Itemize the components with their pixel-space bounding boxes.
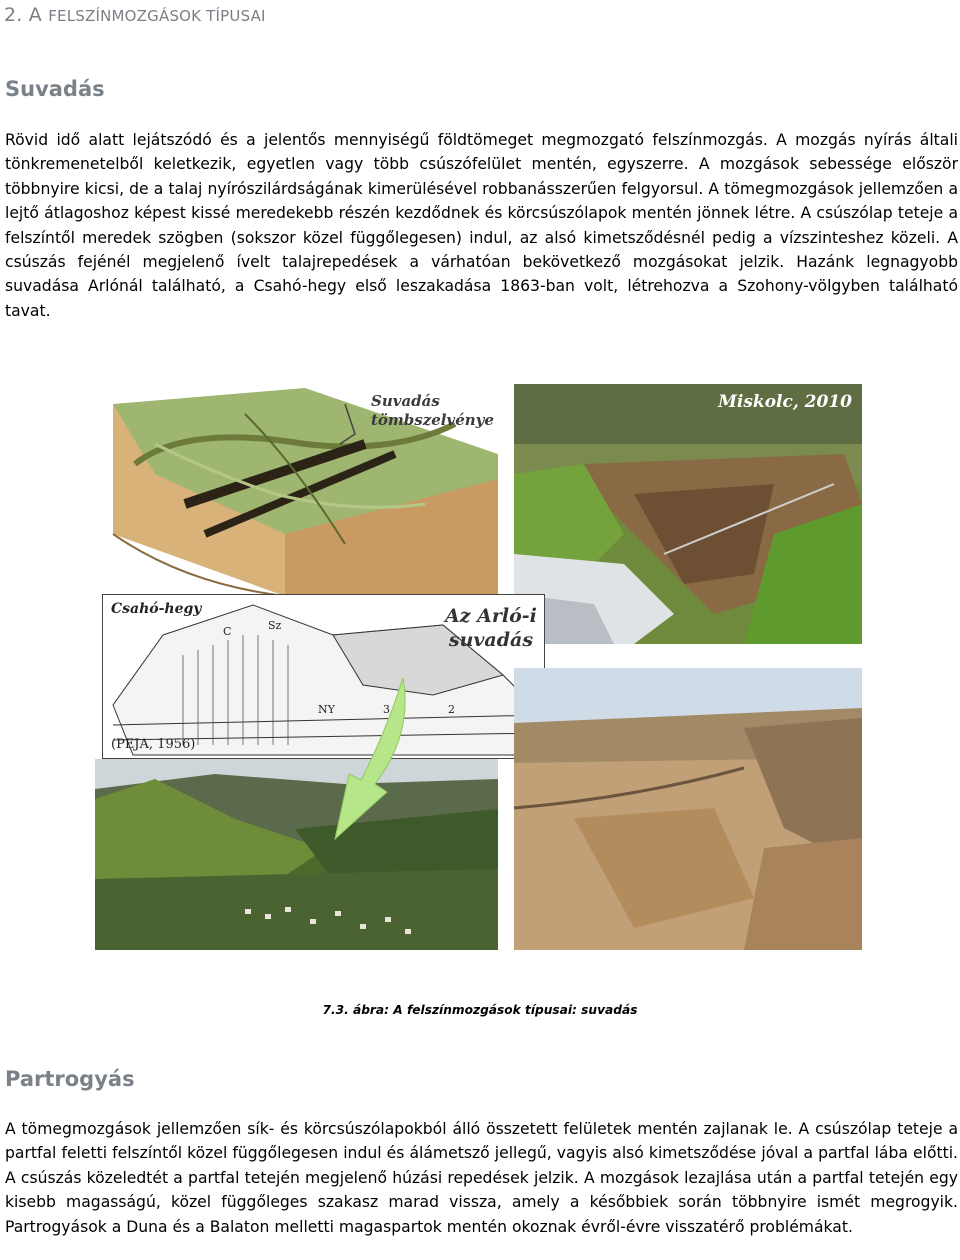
arlo-landscape-image	[95, 759, 498, 950]
arlo-title-line1: Az Arló-i	[445, 605, 537, 627]
terrain-photo	[514, 668, 862, 950]
svg-text:NY: NY	[318, 703, 335, 716]
map-label-mountain: Csahó-hegy	[111, 601, 202, 617]
chapter-number: 2.	[4, 4, 23, 26]
svg-text:2: 2	[448, 703, 455, 716]
section-paragraph-suvadas: Rövid idő alatt lejátszódó és a jelentős mennyiségű földtömeget megmozgató felszínmozgás. A mozgás nyírás általi tönkremenetelből keletkezik, egyetlen vagy több csúszófelület mentén, egyszerre. A mozgások sebessége először többnyire kicsi, de a talaj nyírószilárdságának kimerülésével robbanásszerűen felgyorsul. A tömegmozgások jellemzően a lejtő átlagoshoz képest kissé meredekebb részén kezdődnek és körcsúszólapok mentén jönnek létre. A csúszólap teteje a felszíntől meredek szögben (sokszor közel függőlegesen) indul, az alsó kimetsződésnél pedig a vízszinteshez közeli. A csúszás fejénél megjelenő ívelt talajrepedések a várhatóan bekövetkező mozgásokat jelzik. Hazánk legnagyobb suvadása Arlónál található, a Csahó-hegy első leszakadása 1863-ban volt, létrehozva a Szohony-völgyben található tavat.	[5, 131, 958, 320]
svg-text:3: 3	[383, 703, 390, 716]
block-diagram-title-line2: tömbszelvénye	[371, 411, 494, 429]
section-heading-suvadas: Suvadás	[5, 77, 105, 101]
block-diagram-title-line1: Suvadás	[371, 392, 440, 410]
figure-caption: 7.3. ábra: A felszínmozgások típusai: suvadás	[322, 1003, 638, 1017]
miskolc-photo-image	[514, 384, 862, 644]
svg-text:Sz: Sz	[268, 619, 282, 632]
map-source-label: (PEJA, 1956)	[111, 737, 196, 752]
svg-text:C: C	[223, 625, 232, 638]
chapter-title-first: A	[28, 4, 42, 26]
block-diagram-panel	[95, 384, 498, 596]
figure-suvadas	[95, 384, 862, 950]
chapter-heading	[4, 4, 266, 26]
section-heading-partrogyas: Partrogyás	[5, 1067, 135, 1091]
miskolc-photo-label: Miskolc, 2010	[718, 392, 852, 412]
arlo-title-label	[445, 604, 537, 652]
section-paragraph-partrogyas: A tömegmozgások jellemzően sík- és körcsúszólapokból álló összetett felületek mentén zajlanak le. A csúszólap teteje a partfal feletti felszíntől közel függőlegesen indul és álámetsző jellegű, vagyis alsó kimetsződése jóval a partfal lába előtti. A csúszás közeledtét a partfal tetején megjelenő húzási repedések jelzik. A mozgások lezajlása után a partfal tetején egy kisebb magasságú, közel függőleges szakasz marad vissza, amely a későbbiek során többnyire ismét megrogyik. Partrogyások a Duna és a Balaton melletti magaspartok mentén okoznak évről-évre visszatérő problémákat.	[5, 1120, 958, 1236]
terrain-photo-image	[514, 668, 862, 950]
chapter-title-rest: FELSZÍNMOZGÁSOK TÍPUSAI	[48, 7, 266, 25]
miskolc-photo	[514, 384, 862, 644]
arlo-landscape-photo	[95, 759, 498, 950]
arlo-title-line2: suvadás	[448, 629, 534, 651]
green-arrow-icon	[325, 674, 415, 844]
